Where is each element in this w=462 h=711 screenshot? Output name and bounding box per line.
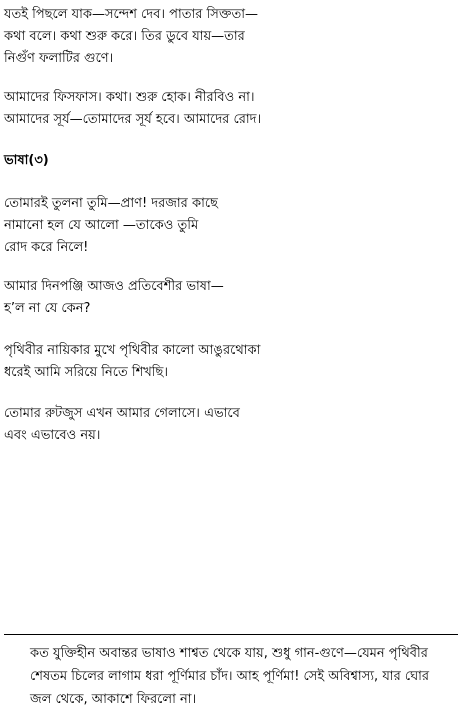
footnote-divider	[4, 634, 458, 635]
verse-line: নামানো হল যে আলো —তাকেও তুমি	[4, 218, 199, 233]
verse-line: তোমারই তুলনা তুমি—প্রাণ! দরজার কাছে	[4, 196, 218, 211]
footnote-line: শেষতম চিলের লাগাম ধরা পূর্ণিমার চাঁদ। আহ পূর্ণিমা! সেই অবিশ্বাস্য, যার ঘোর	[30, 669, 430, 684]
verse-line: ধরেই আমি সরিয়ে নিতে শিখছি।	[4, 365, 169, 380]
stanza-4	[4, 276, 454, 320]
verse-line: কথা বলে। কথা শুরু করে। তির ডুবে যায়—তার	[4, 29, 245, 44]
verse-line: নিগুঁণ ফলাটির গুণে।	[4, 51, 114, 66]
stanza-3	[4, 193, 454, 259]
stanza-1	[4, 4, 454, 70]
section-heading: ভাষা(৩)	[4, 153, 49, 168]
footnote-line: কত যুক্তিহীন অবান্তর ভাষাও শাশ্বত থেকে যায়, শুধু গান-গুণে—যেমন পৃথিবীর	[30, 646, 428, 661]
footnote-line: জল থেকে, আকাশে ফিরলো না।	[30, 692, 197, 707]
verse-line: আমাদের সূর্য—তোমাদের সূর্য হবে। আমাদের রোদ।	[4, 112, 262, 127]
footnote	[30, 642, 458, 711]
stanza-6	[4, 403, 454, 447]
verse-line: রোদ করে নিলে!	[4, 240, 89, 255]
stanza-2	[4, 87, 454, 131]
verse-line: হ’ল না যে কেন?	[4, 301, 91, 316]
verse-line: পৃথিবীর নায়িকার মুখে পৃথিবীর কালো আঙুরথোকা	[4, 343, 261, 358]
verse-line: আমাদের ফিসফাস। কথা। শুরু হোক। নীরবিও না।	[4, 90, 255, 105]
verse-line: এবং এভাবেও নয়।	[4, 428, 101, 443]
verse-line: আমার দিনপঞ্জি আজও প্রতিবেশীর ভাষা—	[4, 279, 224, 294]
stanza-5	[4, 340, 454, 384]
verse-line: যতই পিছলে যাক—সন্দেশ দেব। পাতার সিক্ততা—	[4, 7, 259, 22]
verse-line: তোমার রুটজুস এখন আমার গেলাসে। এভাবে	[4, 406, 240, 421]
